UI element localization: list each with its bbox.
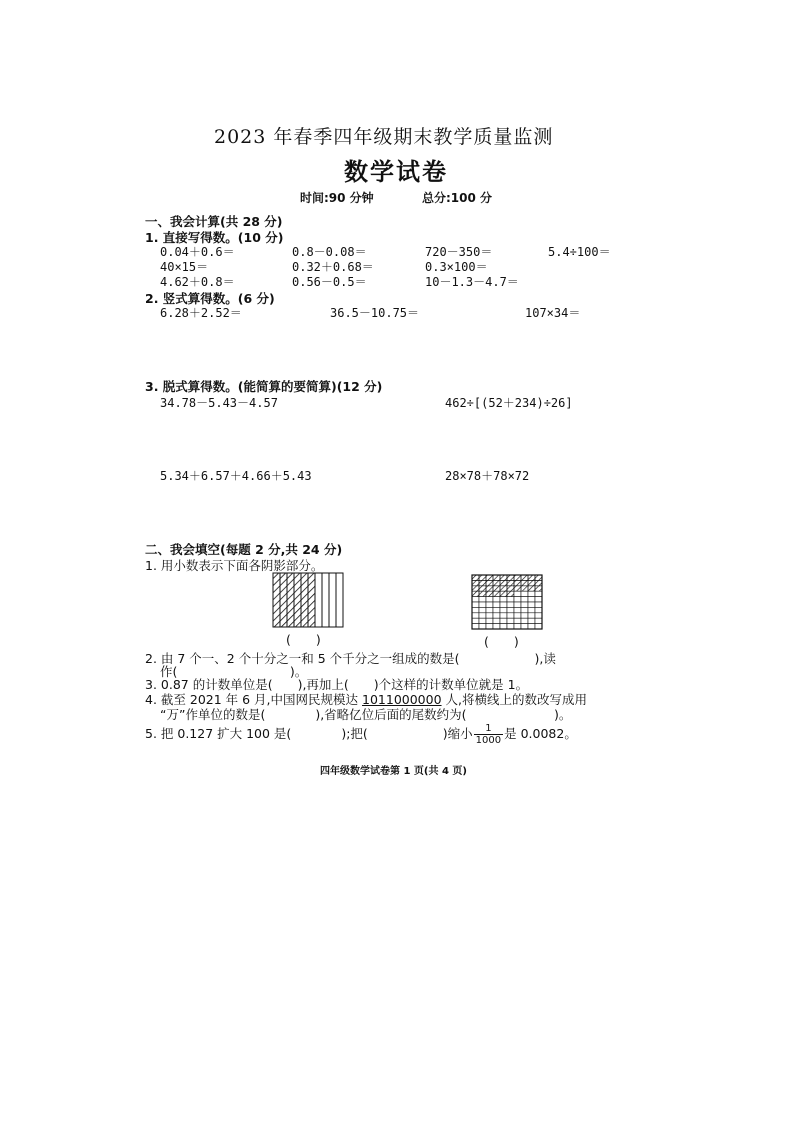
shaded-cell [472, 591, 479, 596]
blank-cell [521, 597, 528, 602]
total-score: 总分:100 分 [422, 191, 493, 205]
shaded-cell [514, 575, 521, 580]
blank-cell [528, 597, 535, 602]
shaded-cell [500, 575, 507, 580]
blank-cell [535, 591, 542, 596]
shaded-cell [500, 591, 507, 596]
blank-cell [493, 618, 500, 623]
shaded-cell [535, 586, 542, 591]
blank-cell [507, 624, 514, 629]
section2-heading: 二、我会填空(每题 2 分,共 24 分) [145, 542, 343, 557]
calc-item: 0.8－0.08＝ [292, 245, 367, 259]
calc-item: 10－1.3－4.7＝ [425, 275, 519, 289]
blank-cell [500, 613, 507, 618]
blank-cell [472, 624, 479, 629]
shaded-cell [472, 580, 479, 585]
blank-cell [500, 602, 507, 607]
calc-item: 4.62＋0.8＝ [160, 275, 235, 289]
shaded-cell [479, 586, 486, 591]
blank-cell [507, 618, 514, 623]
blank-cell [472, 613, 479, 618]
blank-cell [528, 602, 535, 607]
blank-cell [535, 607, 542, 612]
section2-q2-line2: 作( )。 [160, 664, 308, 679]
blank-cell [528, 613, 535, 618]
blank-cell [479, 602, 486, 607]
blank-cell [500, 597, 507, 602]
calc-item: 5.4÷100＝ [548, 245, 611, 259]
exam-subtitle: 数学试卷 [344, 158, 448, 186]
blank-cell [500, 607, 507, 612]
shaded-strip [280, 573, 287, 627]
blank-cell [514, 624, 521, 629]
answer-blank-2[interactable]: ( ) [484, 634, 519, 649]
blank-cell [479, 613, 486, 618]
q5-text-1: 5. 把 0.127 扩大 100 是( );把( )缩小 [145, 726, 473, 741]
shaded-cell [500, 580, 507, 585]
blank-cell [472, 618, 479, 623]
blank-cell [472, 597, 479, 602]
blank-cell [493, 607, 500, 612]
shaded-cell [514, 580, 521, 585]
shaded-cell [486, 586, 493, 591]
shaded-cell [472, 575, 479, 580]
shaded-cell [500, 586, 507, 591]
q4-text-a: 4. 截至 2021 年 6 月,中国网民规模达 [145, 692, 363, 707]
grid-figure [471, 574, 543, 630]
strip-figure [272, 572, 344, 628]
shaded-cell [493, 586, 500, 591]
shaded-cell [535, 580, 542, 585]
expression-item: 28×78＋78×72 [445, 469, 530, 483]
shaded-cell [486, 575, 493, 580]
blank-cell [486, 613, 493, 618]
calc-item: 0.56－0.5＝ [292, 275, 367, 289]
blank-cell [535, 624, 542, 629]
blank-strip [336, 573, 343, 627]
shaded-cell [528, 575, 535, 580]
blank-cell [514, 607, 521, 612]
shaded-cell [521, 586, 528, 591]
shaded-strip [308, 573, 315, 627]
shaded-cell [507, 586, 514, 591]
blank-cell [528, 607, 535, 612]
blank-cell [521, 602, 528, 607]
blank-cell [507, 602, 514, 607]
blank-cell [493, 613, 500, 618]
calc-item: 0.04＋0.6＝ [160, 245, 235, 259]
section2-q4-line2: “万”作单位的数是( ),省略亿位后面的尾数约为( )。 [160, 707, 572, 722]
calc-item: 0.3×100＝ [425, 260, 488, 274]
blank-cell [507, 597, 514, 602]
blank-cell [479, 618, 486, 623]
blank-cell [514, 591, 521, 596]
blank-cell [479, 597, 486, 602]
section1-q3-label: 3. 脱式算得数。(能简算的要简算)(12 分) [145, 379, 383, 394]
shaded-strip [301, 573, 308, 627]
vertical-calc-item: 107×34＝ [525, 306, 581, 320]
section2-q1-label: 1. 用小数表示下面各阴影部分。 [145, 558, 324, 573]
expression-item: 462÷[(52＋234)÷26] [445, 396, 573, 410]
calc-item: 720－350＝ [425, 245, 493, 259]
blank-cell [521, 618, 528, 623]
blank-cell [535, 597, 542, 602]
blank-cell [535, 602, 542, 607]
blank-cell [514, 618, 521, 623]
blank-cell [493, 624, 500, 629]
shaded-strip [294, 573, 301, 627]
blank-cell [486, 618, 493, 623]
shaded-cell [535, 575, 542, 580]
blank-cell [493, 602, 500, 607]
blank-cell [514, 602, 521, 607]
blank-cell [486, 602, 493, 607]
blank-cell [500, 618, 507, 623]
vertical-calc-item: 6.28＋2.52＝ [160, 306, 242, 320]
shaded-cell [479, 580, 486, 585]
blank-cell [535, 613, 542, 618]
section2-q3: 3. 0.87 的计数单位是( ),再加上( )个这样的计数单位就是 1。 [145, 677, 529, 692]
fraction-denominator: 1000 [475, 735, 502, 746]
shaded-cell [493, 591, 500, 596]
blank-cell [514, 597, 521, 602]
blank-cell [521, 591, 528, 596]
shaded-cell [486, 580, 493, 585]
shaded-cell [493, 575, 500, 580]
time-limit: 时间:90 分钟 [300, 191, 374, 205]
blank-cell [528, 591, 535, 596]
shaded-cell [507, 580, 514, 585]
shaded-cell [521, 575, 528, 580]
blank-cell [472, 602, 479, 607]
shaded-cell [486, 591, 493, 596]
answer-blank-1[interactable]: ( ) [286, 632, 321, 647]
section1-heading: 一、我会计算(共 28 分) [145, 214, 283, 229]
exam-title: 2023 年春季四年级期末教学质量监测 [214, 126, 554, 148]
blank-strip [329, 573, 336, 627]
expression-item: 5.34＋6.57＋4.66＋5.43 [160, 469, 312, 483]
blank-cell [521, 624, 528, 629]
blank-cell [535, 618, 542, 623]
shaded-cell [507, 575, 514, 580]
blank-strip [322, 573, 329, 627]
blank-cell [514, 613, 521, 618]
blank-cell [479, 607, 486, 612]
shaded-strip [287, 573, 294, 627]
blank-cell [500, 624, 507, 629]
blank-strip [315, 573, 322, 627]
shaded-cell [521, 580, 528, 585]
blank-cell [521, 607, 528, 612]
section1-q2-label: 2. 竖式算得数。(6 分) [145, 291, 275, 306]
blank-cell [486, 597, 493, 602]
fraction-numerator: 1 [474, 723, 503, 735]
shaded-cell [528, 580, 535, 585]
q5-text-2: 是 0.0082。 [504, 726, 577, 741]
section2-q2-line1: 2. 由 7 个一、2 个十分之一和 5 个千分之一组成的数是( ),读 [145, 651, 556, 666]
page-footer: 四年级数学试卷第 1 页(共 4 页) [320, 766, 467, 777]
blank-cell [528, 624, 535, 629]
expression-item: 34.78－5.43－4.57 [160, 396, 278, 410]
section2-q5 [145, 723, 577, 746]
blank-cell [521, 613, 528, 618]
blank-cell [486, 607, 493, 612]
q4-underlined-number: 1011000000 [362, 692, 442, 707]
fraction [474, 723, 503, 746]
shaded-cell [479, 575, 486, 580]
blank-cell [486, 624, 493, 629]
blank-cell [479, 624, 486, 629]
shaded-cell [479, 591, 486, 596]
shaded-strip [273, 573, 280, 627]
shaded-cell [493, 580, 500, 585]
shaded-cell [507, 591, 514, 596]
section1-q1-label: 1. 直接写得数。(10 分) [145, 230, 284, 245]
calc-item: 0.32＋0.68＝ [292, 260, 374, 274]
shaded-cell [472, 586, 479, 591]
calc-item: 40×15＝ [160, 260, 209, 274]
shaded-cell [528, 586, 535, 591]
q4-text-b: 人,将横线上的数改写成用 [441, 692, 587, 707]
blank-cell [507, 613, 514, 618]
shaded-cell [514, 586, 521, 591]
blank-cell [528, 618, 535, 623]
vertical-calc-item: 36.5－10.75＝ [330, 306, 420, 320]
blank-cell [507, 607, 514, 612]
blank-cell [472, 607, 479, 612]
blank-cell [493, 597, 500, 602]
